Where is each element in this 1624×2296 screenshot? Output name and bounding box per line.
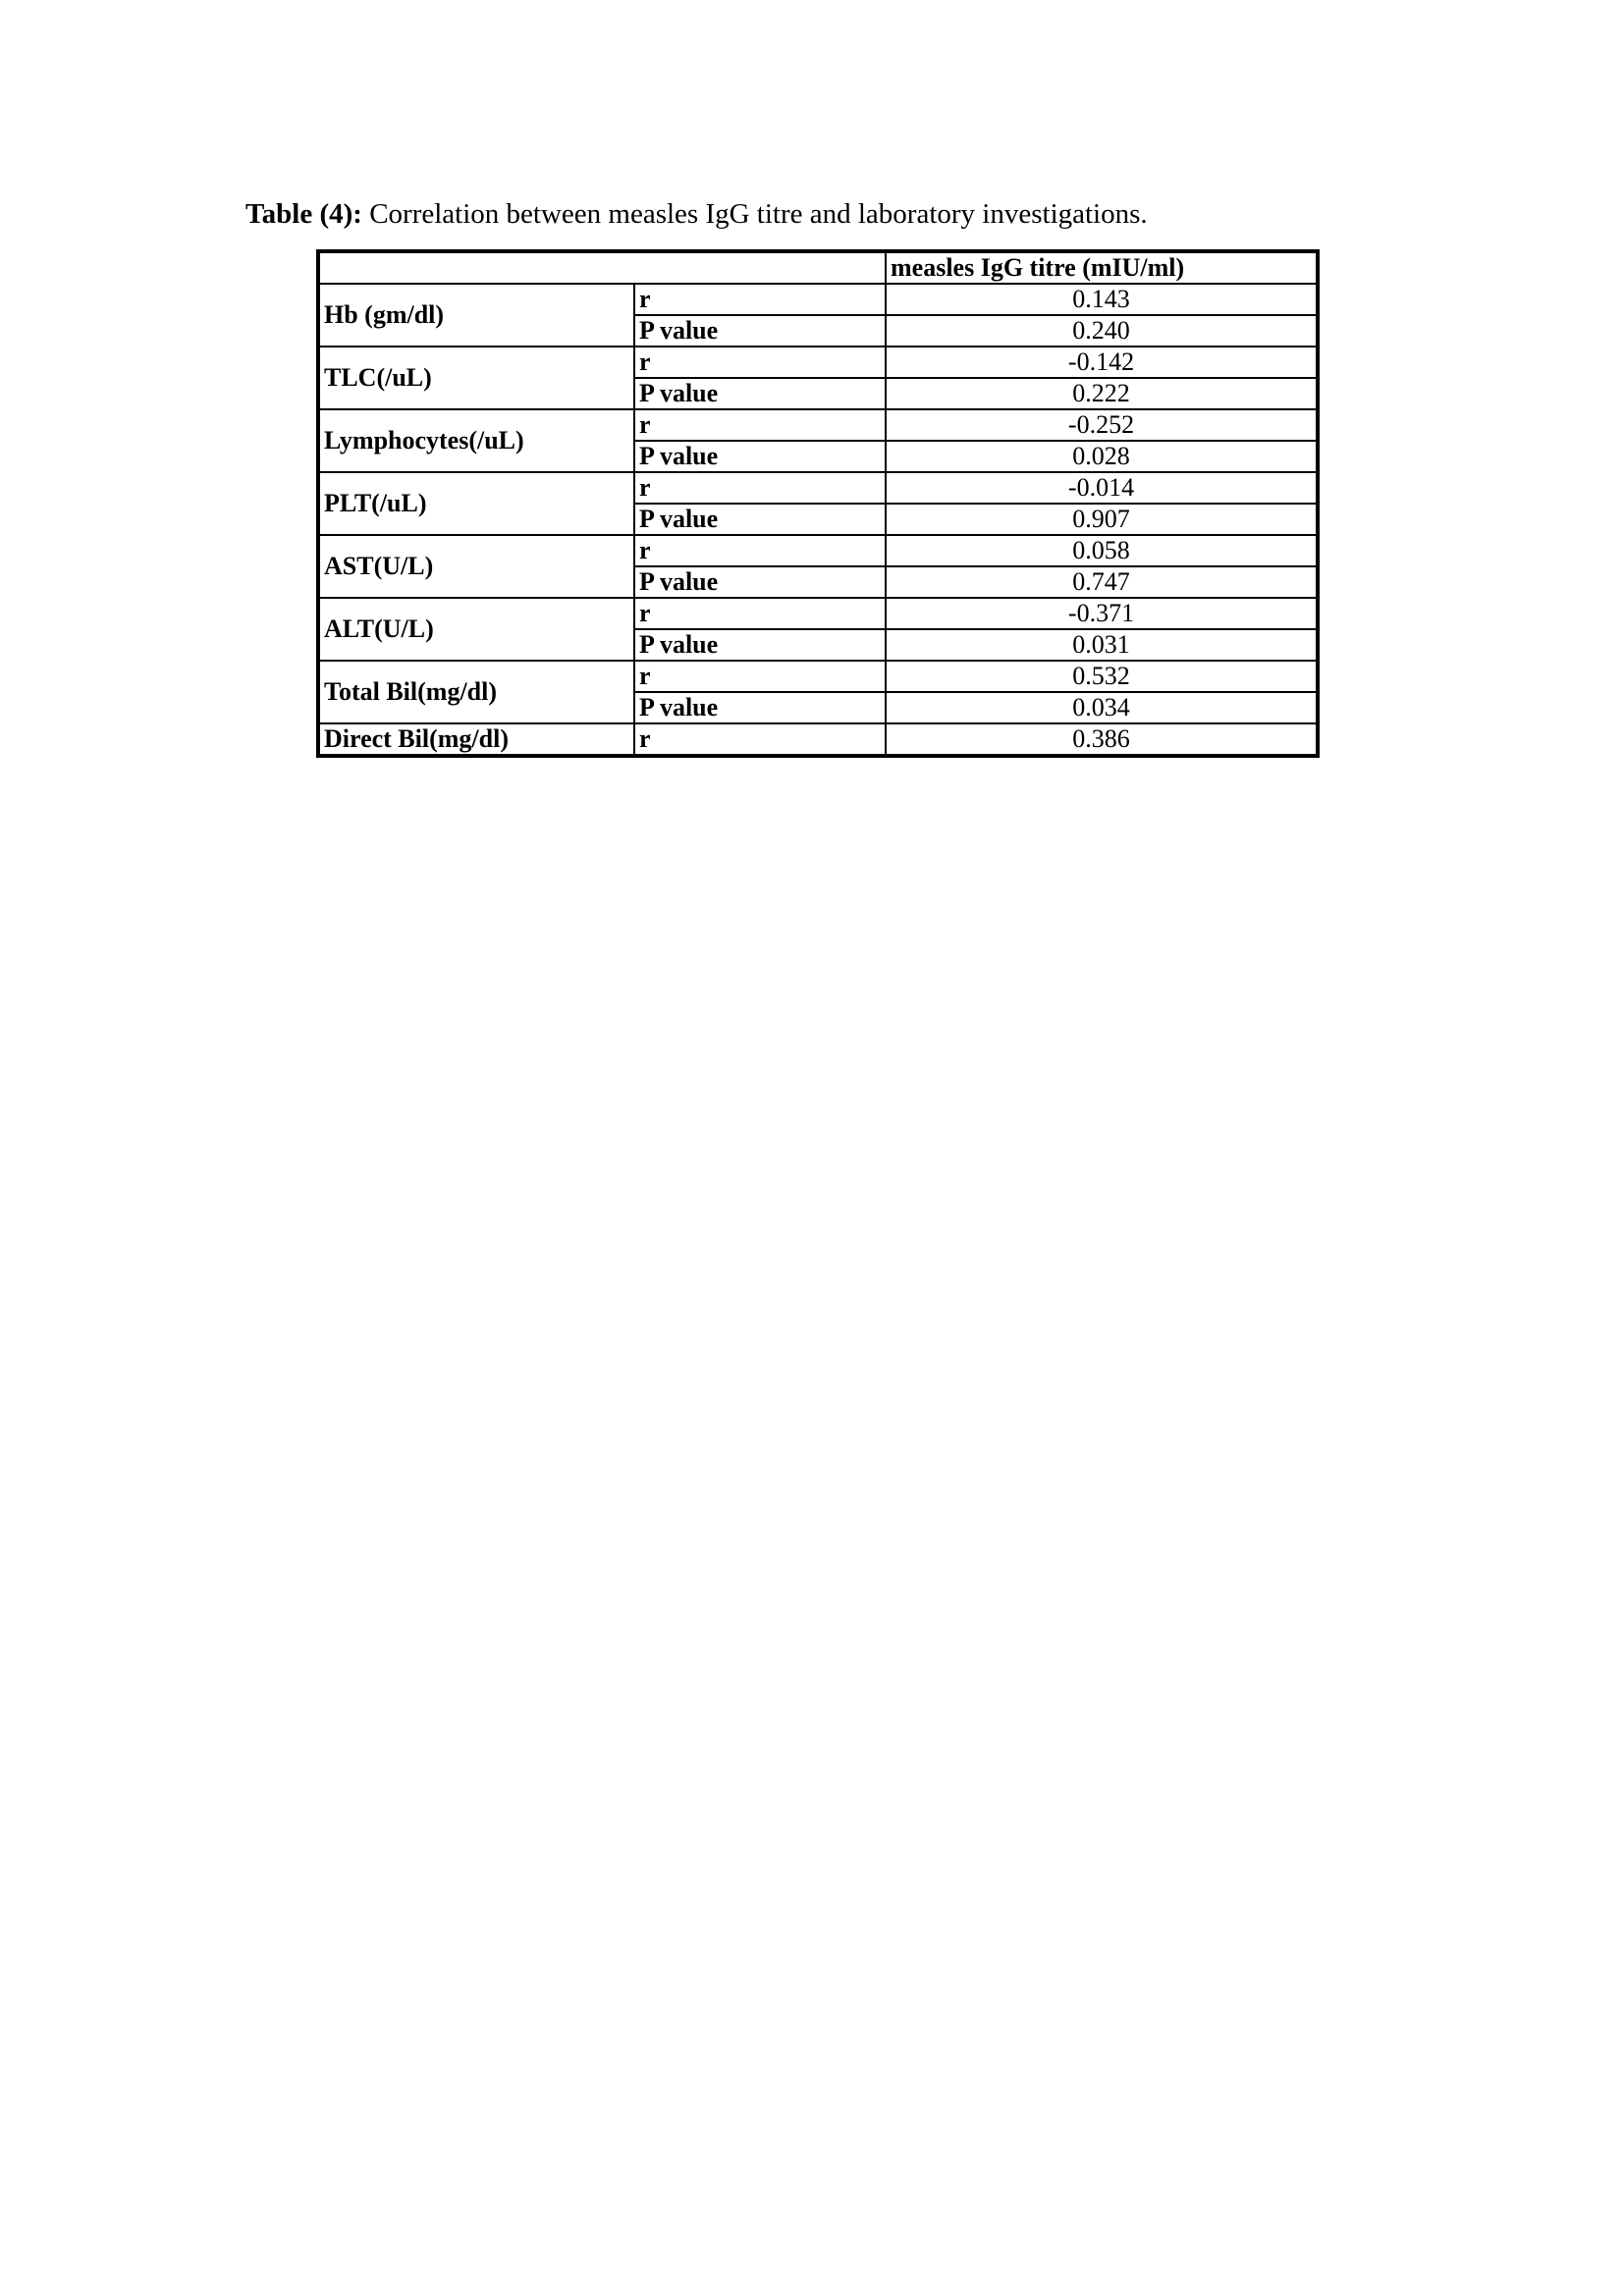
table-caption-label: Table (4): [245, 198, 362, 230]
stat-label-cell: r [634, 535, 886, 566]
table-row [318, 598, 1318, 629]
value-cell: -0.371 [886, 598, 1318, 629]
parameter-cell: Total Bil(mg/dl) [318, 661, 634, 723]
stat-label-cell: P value [634, 692, 886, 723]
stat-label-cell: P value [634, 566, 886, 598]
table-caption [245, 194, 1148, 234]
value-cell: 0.222 [886, 378, 1318, 409]
stat-label-cell: P value [634, 629, 886, 661]
stat-label-cell: r [634, 347, 886, 378]
table-header-row [318, 251, 1318, 284]
value-cell: 0.028 [886, 441, 1318, 472]
value-cell: 0.907 [886, 504, 1318, 535]
value-cell: 0.240 [886, 315, 1318, 347]
parameter-cell: Hb (gm/dl) [318, 284, 634, 347]
parameter-cell: PLT(/uL) [318, 472, 634, 535]
stat-label-cell: P value [634, 378, 886, 409]
parameter-cell: Direct Bil(mg/dl) [318, 723, 634, 756]
value-cell: -0.014 [886, 472, 1318, 504]
value-cell: 0.031 [886, 629, 1318, 661]
table-caption-text: Correlation between measles IgG titre and laboratory investigations. [361, 198, 1148, 230]
table-row [318, 723, 1318, 756]
column-header: measles IgG titre (mIU/ml) [886, 251, 1318, 284]
stat-label-cell: r [634, 284, 886, 315]
value-cell: 0.747 [886, 566, 1318, 598]
value-cell: 0.143 [886, 284, 1318, 315]
stat-label-cell: P value [634, 441, 886, 472]
table-row [318, 472, 1318, 504]
table-row [318, 409, 1318, 441]
value-cell: 0.532 [886, 661, 1318, 692]
table-row [318, 535, 1318, 566]
parameter-cell: Lymphocytes(/uL) [318, 409, 634, 472]
stat-label-cell: r [634, 598, 886, 629]
value-cell: -0.142 [886, 347, 1318, 378]
header-empty-cell [318, 251, 886, 284]
stat-label-cell: r [634, 661, 886, 692]
parameter-cell: ALT(U/L) [318, 598, 634, 661]
table-row [318, 661, 1318, 692]
value-cell: 0.386 [886, 723, 1318, 756]
stat-label-cell: P value [634, 504, 886, 535]
stat-label-cell: r [634, 723, 886, 756]
value-cell: 0.058 [886, 535, 1318, 566]
value-cell: -0.252 [886, 409, 1318, 441]
stat-label-cell: r [634, 409, 886, 441]
correlation-table [316, 249, 1320, 758]
stat-label-cell: r [634, 472, 886, 504]
table-row [318, 347, 1318, 378]
value-cell: 0.034 [886, 692, 1318, 723]
parameter-cell: AST(U/L) [318, 535, 634, 598]
stat-label-cell: P value [634, 315, 886, 347]
table-row [318, 284, 1318, 315]
parameter-cell: TLC(/uL) [318, 347, 634, 409]
